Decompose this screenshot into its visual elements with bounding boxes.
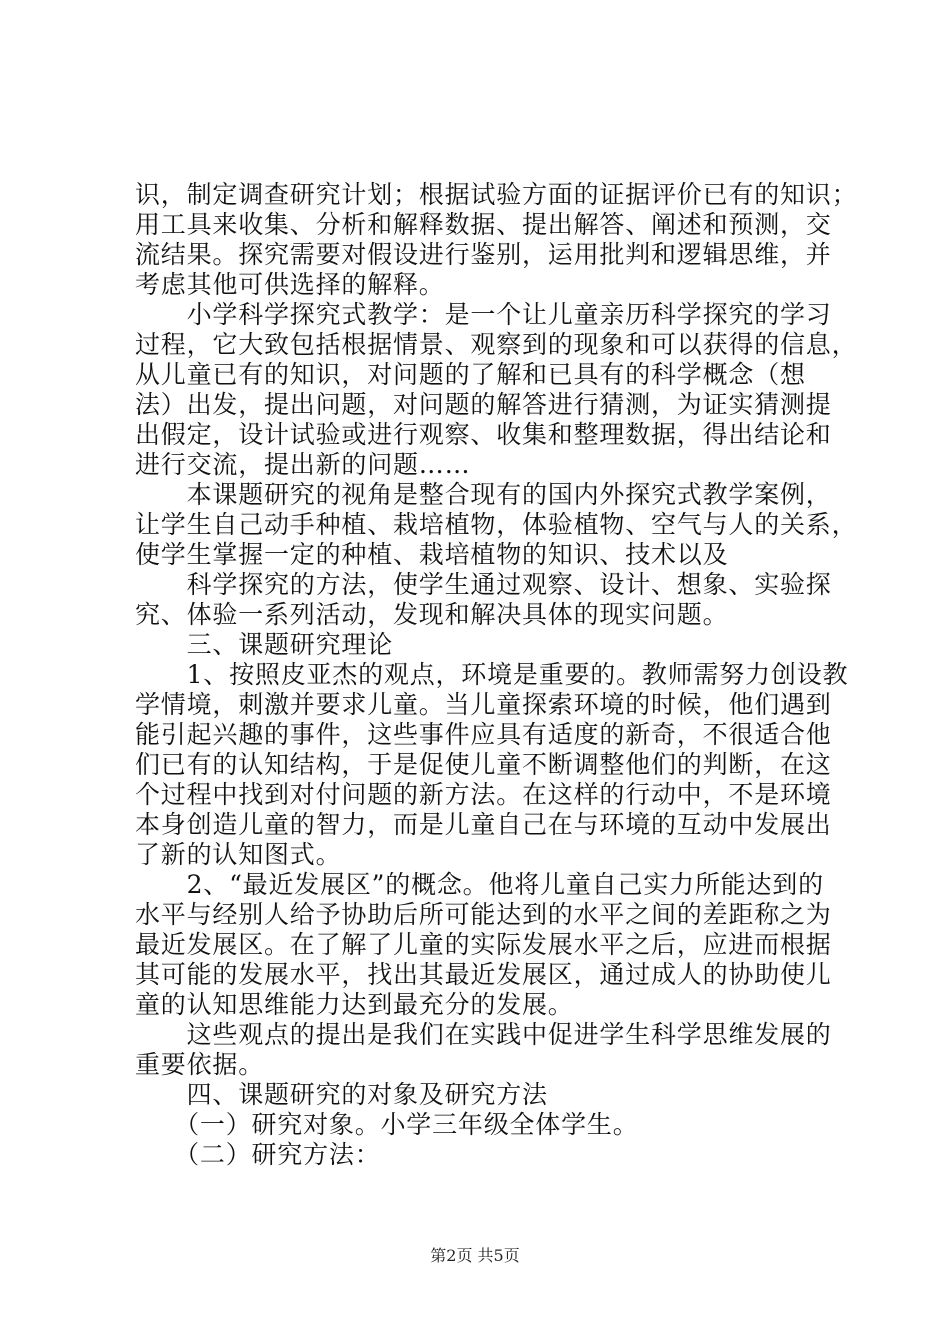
section-heading: 三、课题研究理论 [135, 630, 394, 659]
text-line: 小学科学探究式教学：是一个让儿童亲历科学探究的学习 [135, 300, 832, 329]
text-line: 这些观点的提出是我们在实践中促进学生科学思维发展的 [135, 1020, 832, 1049]
text-line: 识，制定调查研究计划；根据试验方面的证据评价已有的知识； [135, 180, 858, 209]
page-number-footer: 第2页 共5页 [430, 1246, 520, 1265]
text-line: 个过程中找到对付问题的新方法。在这样的行动中，不是环境 [135, 780, 832, 809]
text-line: 出假定，设计试验或进行观察、收集和整理数据，得出结论和 [135, 420, 832, 449]
text-line: 本身创造儿童的智力，而是儿童自己在与环境的互动中发展出 [135, 810, 832, 839]
text-line: 其可能的发展水平，找出其最近发展区，通过成人的协助使儿 [135, 960, 832, 989]
text-line: 1、按照皮亚杰的观点，环境是重要的。教师需努力创设教 [135, 660, 849, 689]
text-line: 能引起兴趣的事件，这些事件应具有适度的新奇，不很适合他 [135, 720, 832, 749]
document-body [135, 180, 858, 1170]
text-line: 学情境，刺激并要求儿童。当儿童探索环境的时候，他们遇到 [135, 690, 832, 719]
text-line: 究、体验一系列活动，发现和解决具体的现实问题。 [135, 600, 729, 629]
text-line: 过程，它大致包括根据情景、观察到的现象和可以获得的信息， [135, 330, 858, 359]
text-line: 本课题研究的视角是整合现有的国内外探究式教学案例， [135, 480, 832, 509]
text-line: 水平与经别人给予协助后所可能达到的水平之间的差距称之为 [135, 900, 832, 929]
text-line: 用工具来收集、分析和解释数据、提出解答、阐述和预测，交 [135, 210, 832, 239]
text-line: 从儿童已有的知识，对问题的了解和已具有的科学概念（想 [135, 360, 806, 389]
text-line: 进行交流，提出新的问题…… [135, 450, 471, 479]
text-line: （二）研究方法： [135, 1140, 381, 1169]
text-line: 科学探究的方法，使学生通过观察、设计、想象、实验探 [135, 570, 832, 599]
text-line: 最近发展区。在了解了儿童的实际发展水平之后，应进而根据 [135, 930, 832, 959]
text-line: （一）研究对象。小学三年级全体学生。 [135, 1110, 639, 1139]
text-line: 童的认知思维能力达到最充分的发展。 [135, 990, 574, 1019]
text-line: 了新的认知图式。 [135, 840, 342, 869]
text-line: 法）出发，提出问题，对问题的解答进行猜测，为证实猜测提 [135, 390, 832, 419]
text-line: 们已有的认知结构，于是促使儿童不断调整他们的判断，在这 [135, 750, 832, 779]
text-line: 重要依据。 [135, 1050, 265, 1079]
text-line: 让学生自己动手种植、栽培植物，体验植物、空气与人的关系， [135, 510, 858, 539]
text-line: 使学生掌握一定的种植、栽培植物的知识、技术以及 [135, 540, 729, 569]
section-heading: 四、课题研究的对象及研究方法 [135, 1080, 548, 1109]
text-line: 考虑其他可供选择的解释。 [135, 270, 445, 299]
text-line: 2、“最近发展区”的概念。他将儿童自己实力所能达到的 [135, 870, 824, 899]
text-line: 流结果。探究需要对假设进行鉴别，运用批判和逻辑思维，并 [135, 240, 832, 269]
